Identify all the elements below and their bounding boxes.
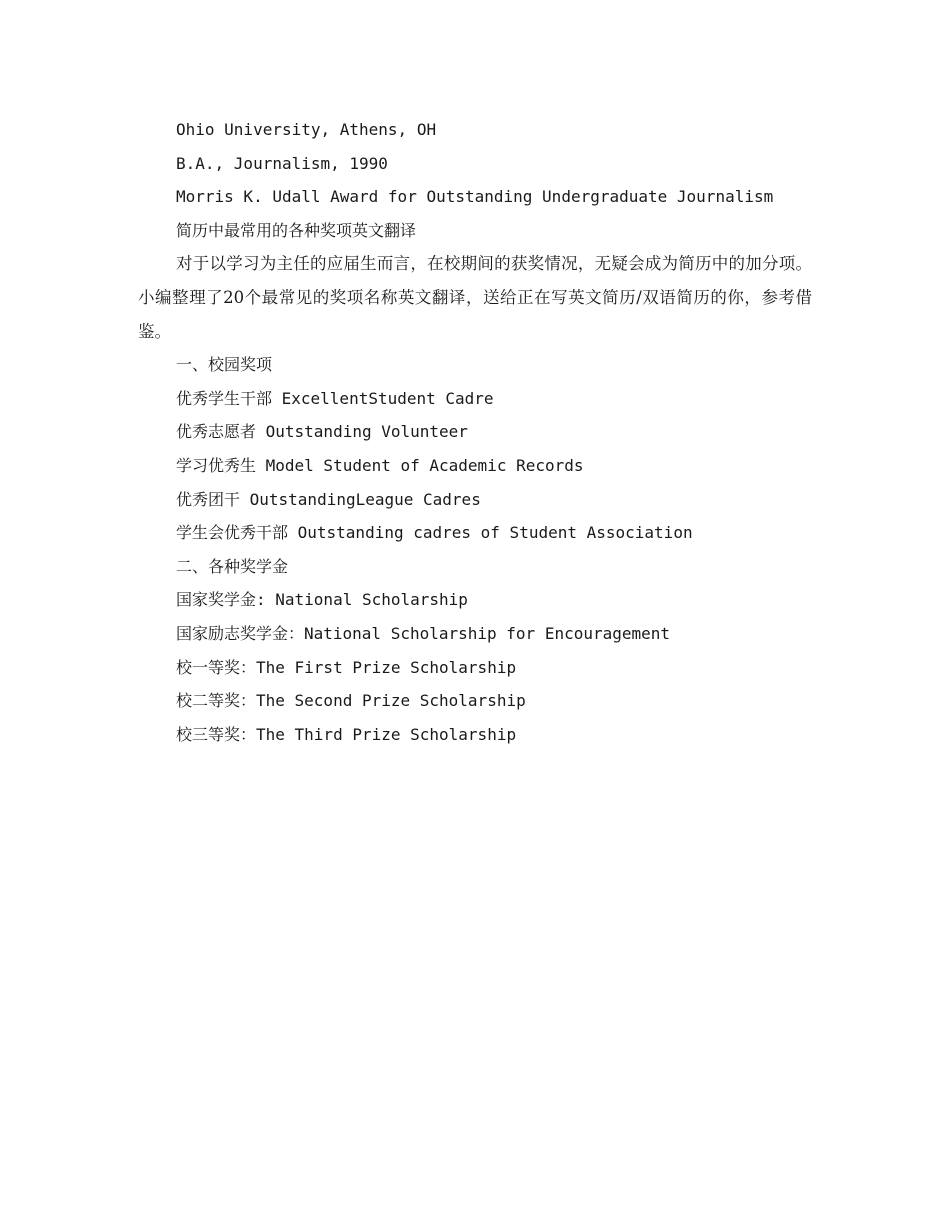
list-item: 校二等奖：The Second Prize Scholarship bbox=[176, 691, 526, 711]
document-body bbox=[138, 113, 818, 751]
article-heading: 简历中最常用的各种奖项英文翻译 bbox=[176, 220, 417, 240]
list-item: 学习优秀生 Model Student of Academic Records bbox=[176, 455, 584, 475]
list-item: 校三等奖：The Third Prize Scholarship bbox=[176, 724, 517, 744]
section-title-campus-awards: 一、校园奖项 bbox=[176, 355, 273, 375]
list-item: 国家励志奖学金：National Scholarship for Encouragement bbox=[176, 623, 671, 643]
intro-paragraph: 对于以学习为主任的应届生而言，在校期间的获奖情况，无疑会成为简历中的加分项。小编整理了20个最常见的奖项名称英文翻译，送给正在写英文简历/双语简历的你，参考借鉴。 bbox=[138, 254, 812, 341]
list-item: 优秀志愿者 Outstanding Volunteer bbox=[176, 422, 468, 442]
section-title-scholarships: 二、各种奖学金 bbox=[176, 556, 289, 576]
list-item: 优秀学生干部 ExcellentStudent Cadre bbox=[176, 388, 494, 408]
education-degree-line: B.A., Journalism, 1990 bbox=[176, 153, 388, 173]
list-item: 学生会优秀干部 Outstanding cadres of Student Association bbox=[176, 523, 693, 543]
list-item: 国家奖学金: National Scholarship bbox=[176, 590, 468, 610]
list-item: 优秀团干 OutstandingLeague Cadres bbox=[176, 489, 481, 509]
education-school-line: Ohio University, Athens, OH bbox=[176, 120, 437, 139]
award-line: Morris K. Udall Award for Outstanding Undergraduate Journalism bbox=[176, 187, 774, 207]
list-item: 校一等奖：The First Prize Scholarship bbox=[176, 657, 517, 677]
